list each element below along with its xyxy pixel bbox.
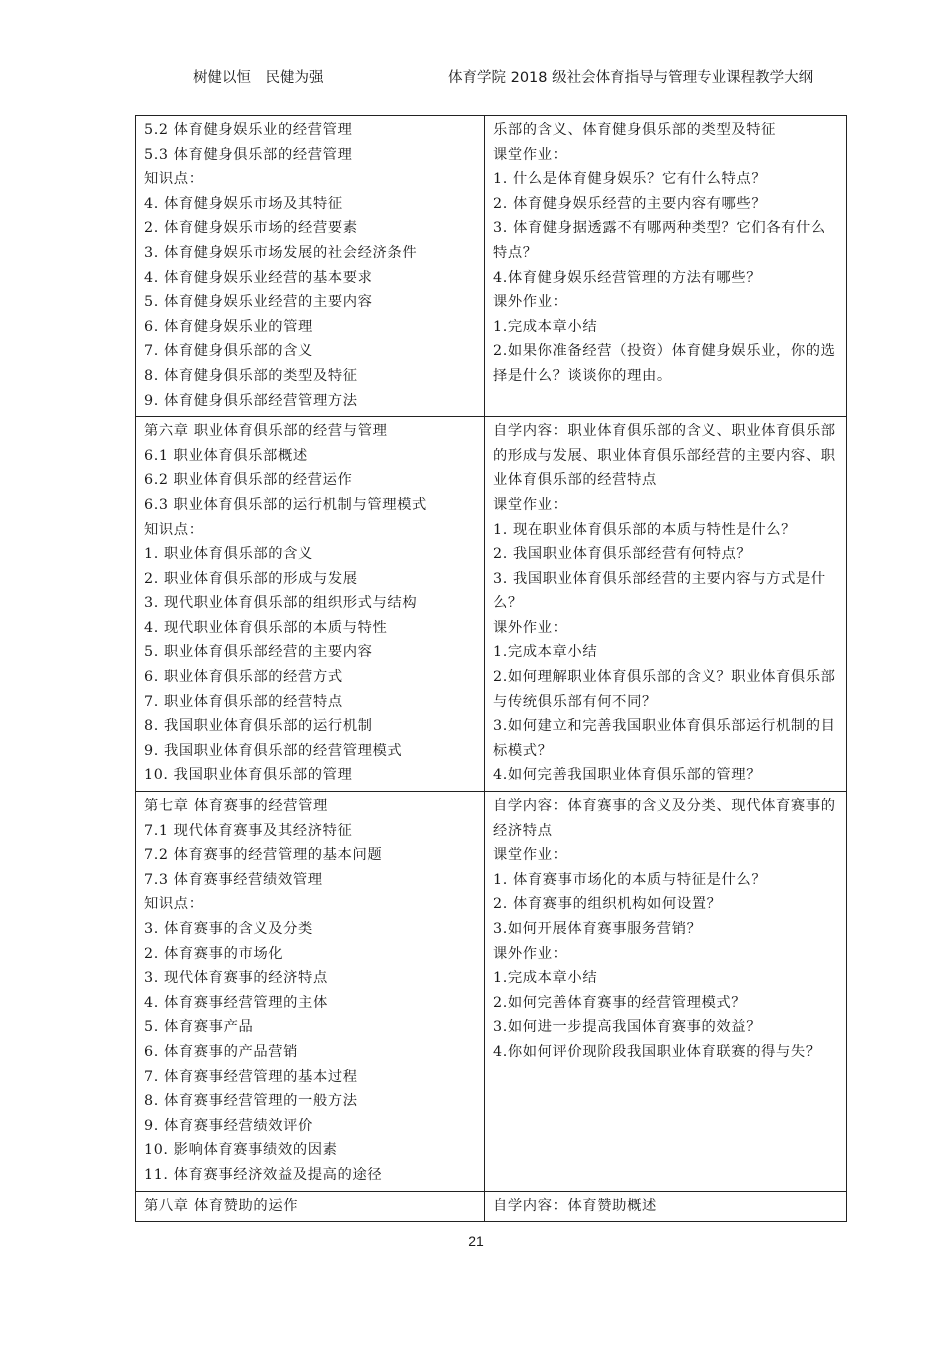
assignment-line: 3.如何开展体育赛事服务营销？ (493, 921, 702, 937)
content-line: 4. 体育健身娱乐业经营的基本要求 (144, 269, 373, 286)
assignment-line: 3. 体育健身据透露不有哪两种类型？它们各有什么特点？ (493, 220, 826, 261)
content-line: 6.2 职业体育俱乐部的经营运作 (144, 472, 353, 489)
assignment-line: 自学内容：职业体育俱乐部的含义、职业体育俱乐部的形成与发展、职业体育俱乐部经营的主要内容、职业体育俱乐部的经营特点 (493, 423, 836, 489)
assignment-line: 2. 我国职业体育俱乐部经营有何特点？ (493, 546, 752, 563)
content-line: 8. 体育健身俱乐部的类型及特征 (144, 367, 358, 384)
content-line: 5. 体育健身娱乐业经营的主要内容 (144, 294, 373, 311)
content-line: 7.2 体育赛事的经营管理的基本问题 (144, 847, 383, 864)
header-motto: 树健以恒 民健为强 (193, 70, 324, 86)
content-line: 7. 体育健身俱乐部的含义 (144, 343, 313, 360)
assignment-line: 2.如何理解职业体育俱乐部的含义？职业体育俱乐部与传统俱乐部有何不同？ (493, 669, 836, 710)
content-line: 2. 体育健身娱乐市场的经营要素 (144, 220, 358, 237)
assignment-line: 课外作业： (493, 945, 568, 962)
assignment-line: 1. 现在职业体育俱乐部的本质与特性是什么？ (493, 521, 797, 538)
assignment-cell (485, 1191, 847, 1222)
assignment-cell (485, 417, 847, 792)
assignment-line: 4.你如何评价现阶段我国职业体育联赛的得与失？ (493, 1043, 821, 1060)
assignment-line: 1. 什么是体育健身娱乐？它有什么特点？ (493, 171, 767, 188)
content-line: 3. 现代职业体育俱乐部的组织形式与结构 (144, 595, 418, 612)
content-line: 第六章 职业体育俱乐部的经营与管理 (144, 423, 388, 440)
assignment-line: 2. 体育健身娱乐经营的主要内容有哪些？ (493, 195, 767, 212)
syllabus-table (135, 115, 847, 1222)
content-line: 8. 我国职业体育俱乐部的运行机制 (144, 718, 373, 735)
content-line: 1. 职业体育俱乐部的含义 (144, 546, 313, 563)
content-line: 知识点： (144, 521, 204, 538)
content-line: 6. 体育赛事的产品营销 (144, 1043, 299, 1060)
content-line: 9. 体育健身俱乐部经营管理方法 (144, 392, 358, 409)
content-line: 6.3 职业体育俱乐部的运行机制与管理模式 (144, 496, 427, 513)
table-row (136, 792, 847, 1192)
content-line: 8. 体育赛事经营管理的一般方法 (144, 1093, 358, 1110)
assignment-line: 课堂作业： (493, 146, 568, 163)
content-line: 3. 体育健身娱乐市场发展的社会经济条件 (144, 244, 418, 261)
content-line: 3. 体育赛事的含义及分类 (144, 921, 313, 937)
assignment-line: 3. 我国职业体育俱乐部经营的主要内容与方式是什么？ (493, 570, 826, 612)
content-line: 6. 职业体育俱乐部的经营方式 (144, 669, 343, 686)
assignment-line: 课堂作业： (493, 496, 568, 513)
table-row (136, 417, 847, 792)
content-line: 11. 体育赛事经济效益及提高的途径 (144, 1166, 383, 1183)
content-line: 7.3 体育赛事经营绩效管理 (144, 871, 323, 888)
assignment-line: 2. 体育赛事的组织机构如何设置？ (493, 896, 722, 913)
content-line: 6.1 职业体育俱乐部概述 (144, 447, 308, 464)
assignment-line: 2.如何完善体育赛事的经营管理模式？ (493, 994, 747, 1011)
assignment-line: 1. 体育赛事市场化的本质与特征是什么？ (493, 871, 767, 888)
assignment-line: 课外作业： (493, 619, 568, 636)
page-header (0, 66, 952, 90)
assignment-line: 4.如何完善我国职业体育俱乐部的管理？ (493, 767, 762, 784)
content-line: 知识点： (144, 171, 204, 188)
content-line: 3. 现代体育赛事的经济特点 (144, 970, 328, 987)
assignment-line: 2.如果你准备经营（投资）体育健身娱乐业，你的选择是什么？谈谈你的理由。 (493, 343, 836, 384)
assignment-line: 自学内容：体育赛事的含义及分类、现代体育赛事的经济特点 (493, 798, 836, 839)
content-line: 10. 影响体育赛事绩效的因素 (144, 1142, 338, 1159)
content-line: 4. 体育健身娱乐市场及其特征 (144, 195, 343, 212)
content-line: 4. 现代职业体育俱乐部的本质与特性 (144, 619, 388, 636)
page-number: 21 (468, 1233, 484, 1249)
assignment-line: 乐部的含义、体育健身俱乐部的类型及特征 (493, 122, 777, 138)
content-line: 知识点： (144, 896, 204, 913)
assignment-line: 课堂作业： (493, 847, 568, 864)
content-line: 6. 体育健身娱乐业的管理 (144, 318, 313, 335)
syllabus-table-body (136, 116, 847, 1222)
table-row (136, 1191, 847, 1222)
header-title: 体育学院 2018 级社会体育指导与管理专业课程教学大纲 (448, 70, 814, 86)
content-line: 5. 职业体育俱乐部经营的主要内容 (144, 644, 373, 661)
chapter-content-cell (136, 116, 485, 417)
assignment-line: 课外作业： (493, 294, 568, 311)
content-line: 9. 我国职业体育俱乐部的经营管理模式 (144, 742, 403, 759)
assignment-cell (485, 116, 847, 417)
assignment-line: 1.完成本章小结 (493, 318, 598, 335)
assignment-line: 3.如何进一步提高我国体育赛事的效益？ (493, 1019, 762, 1036)
chapter-content-cell (136, 417, 485, 792)
content-line: 2. 体育赛事的市场化 (144, 945, 284, 962)
assignment-line: 1.完成本章小结 (493, 644, 598, 661)
assignment-line: 1.完成本章小结 (493, 970, 598, 987)
assignment-line: 4.体育健身娱乐经营管理的方法有哪些？ (493, 269, 762, 286)
content-line: 5. 体育赛事产品 (144, 1019, 254, 1036)
content-line: 10. 我国职业体育俱乐部的管理 (144, 767, 353, 784)
chapter-content-cell (136, 792, 485, 1192)
content-line: 7. 体育赛事经营管理的基本过程 (144, 1068, 358, 1085)
assignment-line: 3.如何建立和完善我国职业体育俱乐部运行机制的目标模式？ (493, 718, 836, 759)
content-line: 9. 体育赛事经营绩效评价 (144, 1117, 313, 1134)
content-line: 第七章 体育赛事的经营管理 (144, 798, 328, 815)
content-line: 第八章 体育赞助的运作 (144, 1197, 299, 1214)
content-line: 7. 职业体育俱乐部的经营特点 (144, 693, 343, 710)
chapter-content-cell (136, 1191, 485, 1222)
assignment-line: 自学内容：体育赞助概述 (493, 1197, 657, 1214)
content-line: 2. 职业体育俱乐部的形成与发展 (144, 570, 358, 587)
content-line: 4. 体育赛事经营管理的主体 (144, 994, 328, 1011)
table-row (136, 116, 847, 417)
content-line: 5.3 体育健身俱乐部的经营管理 (144, 146, 353, 163)
content-line: 5.2 体育健身娱乐业的经营管理 (144, 122, 353, 138)
content-line: 7.1 现代体育赛事及其经济特征 (144, 822, 353, 839)
assignment-cell (485, 792, 847, 1192)
